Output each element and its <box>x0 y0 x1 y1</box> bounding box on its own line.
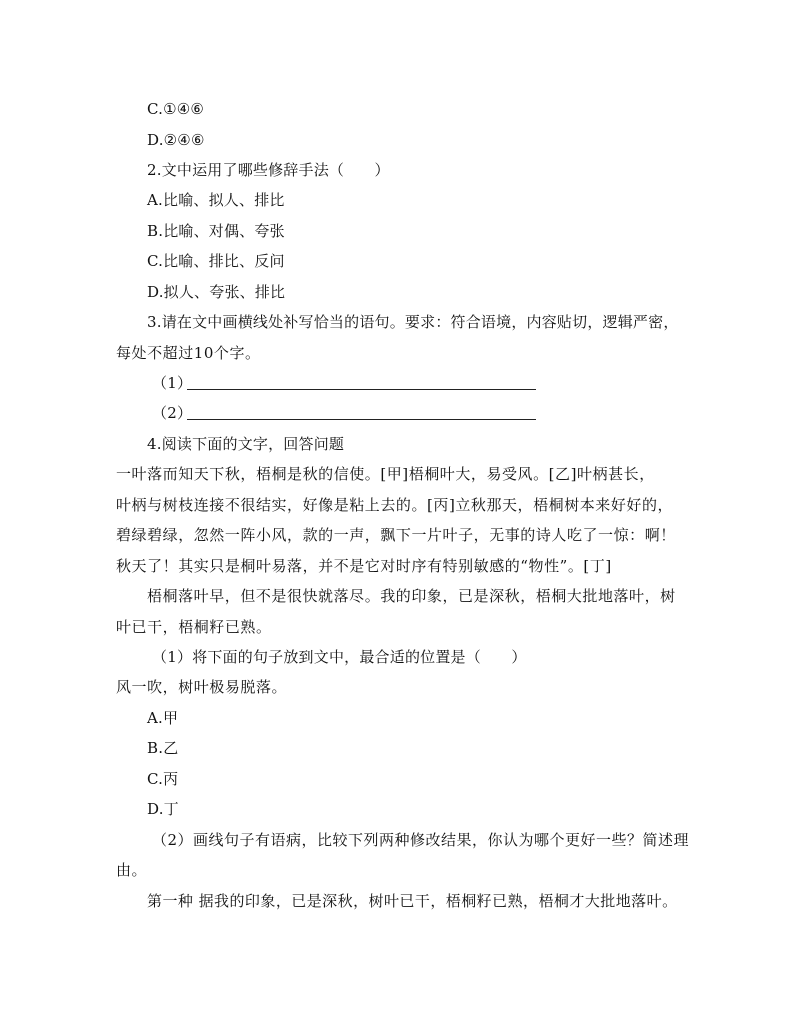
option-b-q4: B.乙 <box>147 739 179 757</box>
option-d-q2: D.拟人、夸张、排比 <box>147 283 286 301</box>
question-3: 3.请在文中画横线处补写恰当的语句。要求：符合语境，内容贴切，逻辑严密， <box>147 313 679 331</box>
option-c-q2: C.比喻、排比、反问 <box>147 252 285 270</box>
option-c-q4: C.丙 <box>147 770 179 788</box>
answer-blank-2 <box>187 419 536 420</box>
question-3-cont: 每处不超过10个字。 <box>116 344 261 362</box>
passage-line-1: 一叶落而知天下秋，梧桐是秋的信使。[甲]梧桐叶大，易受风。[乙]叶柄甚长， <box>116 465 655 483</box>
blank-1-label: （1） <box>152 374 193 392</box>
option-a-q4: A.甲 <box>147 709 179 727</box>
option-a-q2: A.比喻、拟人、排比 <box>147 191 285 209</box>
passage-line-4: 秋天了！其实只是桐叶易落，并不是它对时序有特别敏感的“物性”。[丁] <box>116 557 612 575</box>
revision-option-1: 第一种 据我的印象，已是深秋，树叶已干，梧桐籽已熟，梧桐才大批地落叶。 <box>147 892 678 910</box>
insert-sentence: 风一吹，树叶极易脱落。 <box>116 678 288 696</box>
option-c-q1: C.①④⑥ <box>147 100 205 118</box>
passage-line-5: 梧桐落叶早，但不是很快就落尽。我的印象，已是深秋，梧桐大批地落叶，树 <box>147 587 676 605</box>
blank-2-label: （2） <box>152 404 193 422</box>
passage-line-6: 叶已干，梧桐籽已熟。 <box>116 618 272 636</box>
sub-question-2-cont: 由。 <box>116 861 148 879</box>
option-d-q1: D.②④⑥ <box>147 131 205 149</box>
answer-blank-1 <box>187 389 536 390</box>
passage-line-2: 叶柄与树枝连接不很结实，好像是粘上去的。[丙]立秋那天，梧桐树本来好好的， <box>116 496 674 514</box>
sub-question-2: （2）画线句子有语病，比较下列两种修改结果，你认为哪个更好一些？简述理 <box>152 831 690 849</box>
question-2: 2.文中运用了哪些修辞手法（ ） <box>147 161 390 179</box>
sub-question-1: （1）将下面的句子放到文中，最合适的位置是（ ） <box>152 648 527 666</box>
question-4: 4.阅读下面的文字，回答问题 <box>147 435 345 453</box>
option-d-q4: D.丁 <box>147 800 179 818</box>
passage-line-3: 碧绿碧绿，忽然一阵小风，款的一声，飘下一片叶子，无事的诗人吃了一惊：啊！ <box>116 526 676 544</box>
option-b-q2: B.比喻、对偶、夸张 <box>147 222 285 240</box>
